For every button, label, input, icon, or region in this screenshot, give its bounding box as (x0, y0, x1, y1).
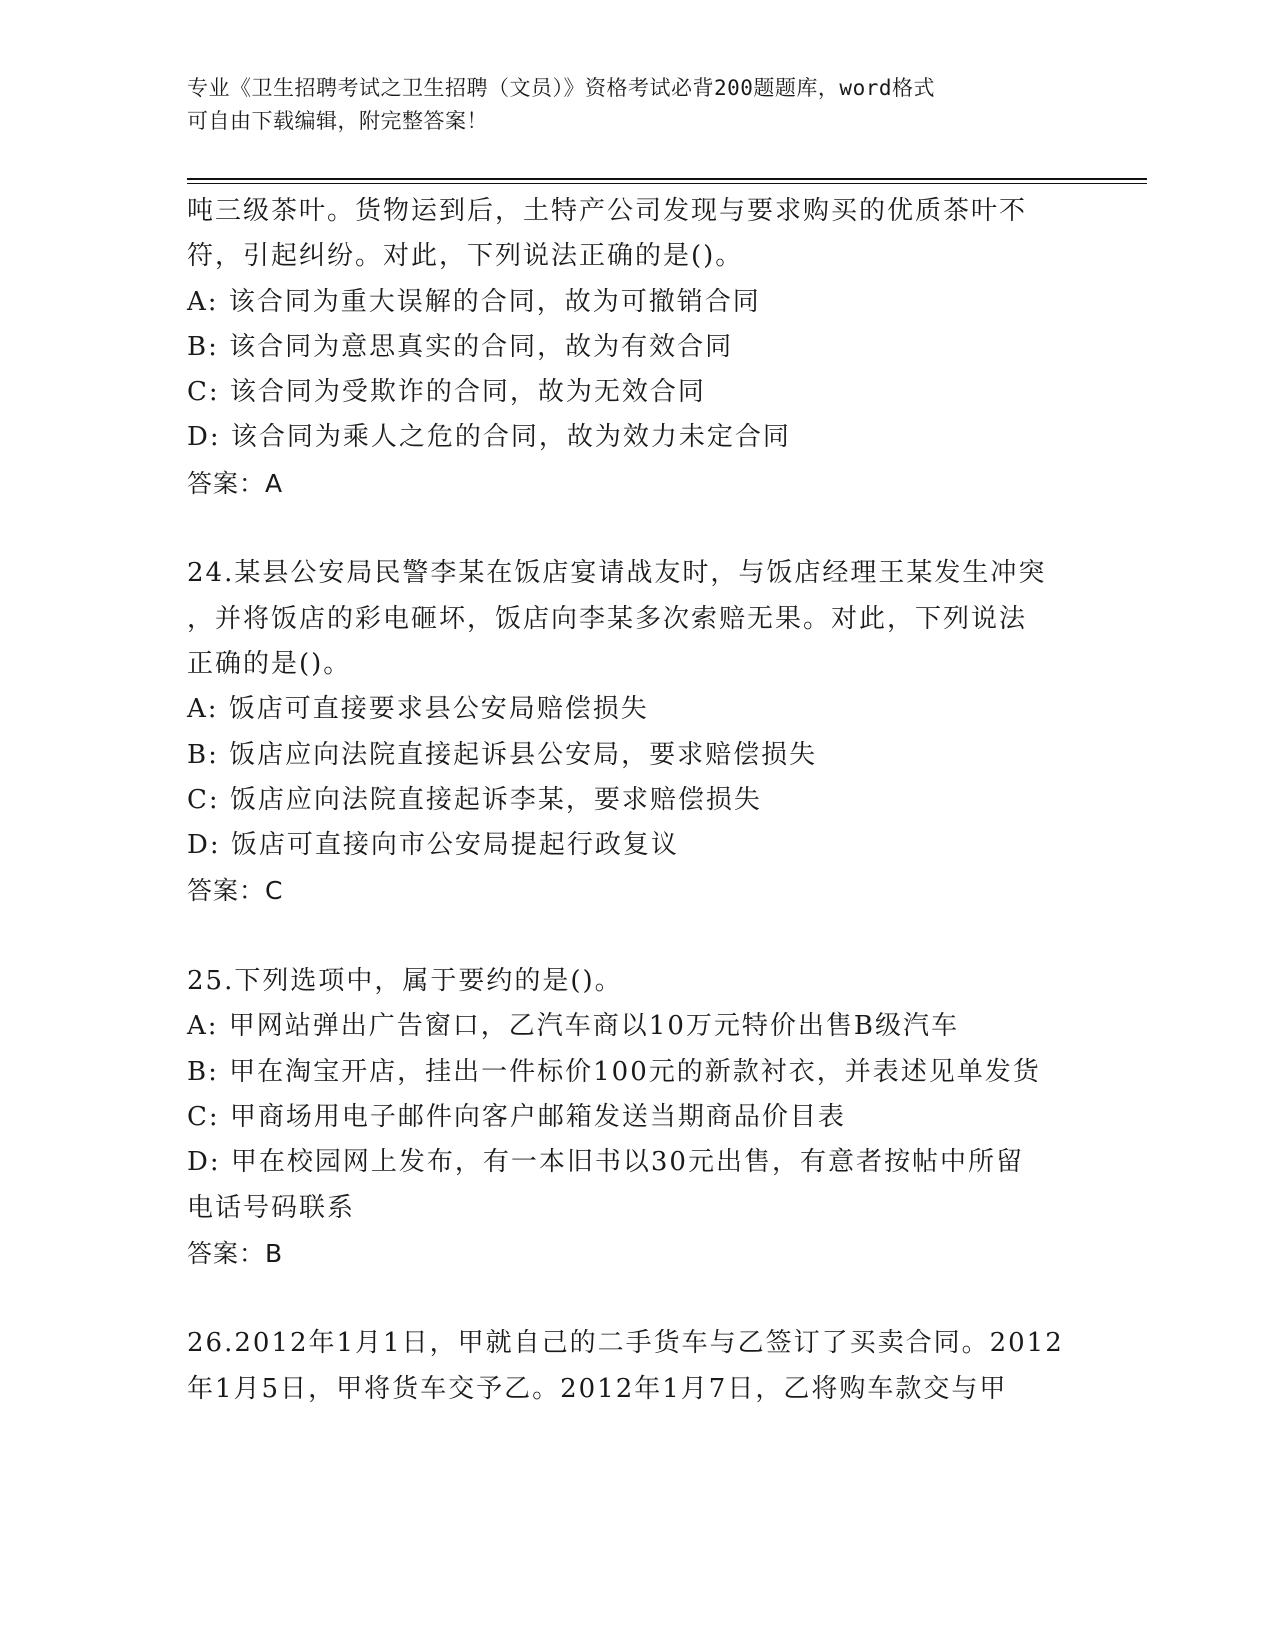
option-d-continued: 电话号码联系 (187, 1192, 356, 1223)
option-b: B: 饭店应向法院直接起诉县公安局，要求赔偿损失 (187, 739, 818, 770)
answer-label: 答案：B (187, 1238, 284, 1268)
question-text-line: 年1月5日，甲将货车交予乙。2012年1月7日，乙将购车款交与甲 (187, 1373, 1008, 1404)
option-a: A: 该合同为重大误解的合同，故为可撤销合同 (187, 286, 761, 317)
question-spacer (187, 914, 1087, 959)
question-24 (187, 551, 1087, 913)
question-23 (187, 189, 1087, 506)
option-a: A: 甲网站弹出广告窗口，乙汽车商以10万元特价出售B级汽车 (187, 1011, 959, 1042)
header-line-2: 可自由下载编辑，附完整答案！ (187, 109, 488, 133)
document-body (187, 189, 1087, 1412)
answer-label: 答案：A (187, 468, 284, 498)
answer-label: 答案：C (187, 876, 284, 906)
option-b: B: 该合同为意思真实的合同，故为有效合同 (187, 331, 734, 362)
option-b: B: 甲在淘宝开店，挂出一件标价100元的新款衬衣，并表述见单发货 (187, 1056, 1041, 1087)
option-c: C: 饭店应向法院直接起诉李某，要求赔偿损失 (187, 784, 762, 815)
question-text-line: 26.2012年1月1日，甲就自己的二手货车与乙签订了买卖合同。2012 (187, 1328, 1064, 1359)
document-header (187, 72, 1067, 138)
question-text-line: 25.下列选项中，属于要约的是()。 (187, 966, 623, 997)
header-rule-thin (187, 183, 1147, 184)
option-d: D: 该合同为乘人之危的合同，故为效力未定合同 (187, 422, 791, 453)
question-text-line: 正确的是()。 (187, 648, 352, 679)
header-rule-thick (187, 178, 1147, 180)
option-d: D: 甲在校园网上发布，有一本旧书以30元出售，有意者按帖中所留 (187, 1147, 1024, 1178)
question-spacer (187, 506, 1087, 551)
option-a: A: 饭店可直接要求县公安局赔偿损失 (187, 694, 649, 725)
option-d: D: 饭店可直接向市公安局提起行政复议 (187, 830, 679, 861)
question-text-line: ，并将饭店的彩电砸坏，饭店向李某多次索赔无果。对此，下列说法 (187, 603, 1028, 634)
question-spacer (187, 1276, 1087, 1321)
question-25 (187, 959, 1087, 1276)
question-text-line: 24.某县公安局民警李某在饭店宴请战友时，与饭店经理王某发生冲突 (187, 558, 1047, 589)
option-c: C: 该合同为受欺诈的合同，故为无效合同 (187, 377, 706, 408)
question-text-line: 符，引起纠纷。对此，下列说法正确的是()。 (187, 241, 744, 272)
option-c: C: 甲商场用电子邮件向客户邮箱发送当期商品价目表 (187, 1101, 846, 1132)
header-line-1: 专业《卫生招聘考试之卫生招聘（文员）》资格考试必背200题题库，word格式 (187, 76, 935, 100)
question-26 (187, 1321, 1087, 1412)
question-text-line: 吨三级茶叶。货物运到后，土特产公司发现与要求购买的优质茶叶不 (187, 196, 1028, 226)
